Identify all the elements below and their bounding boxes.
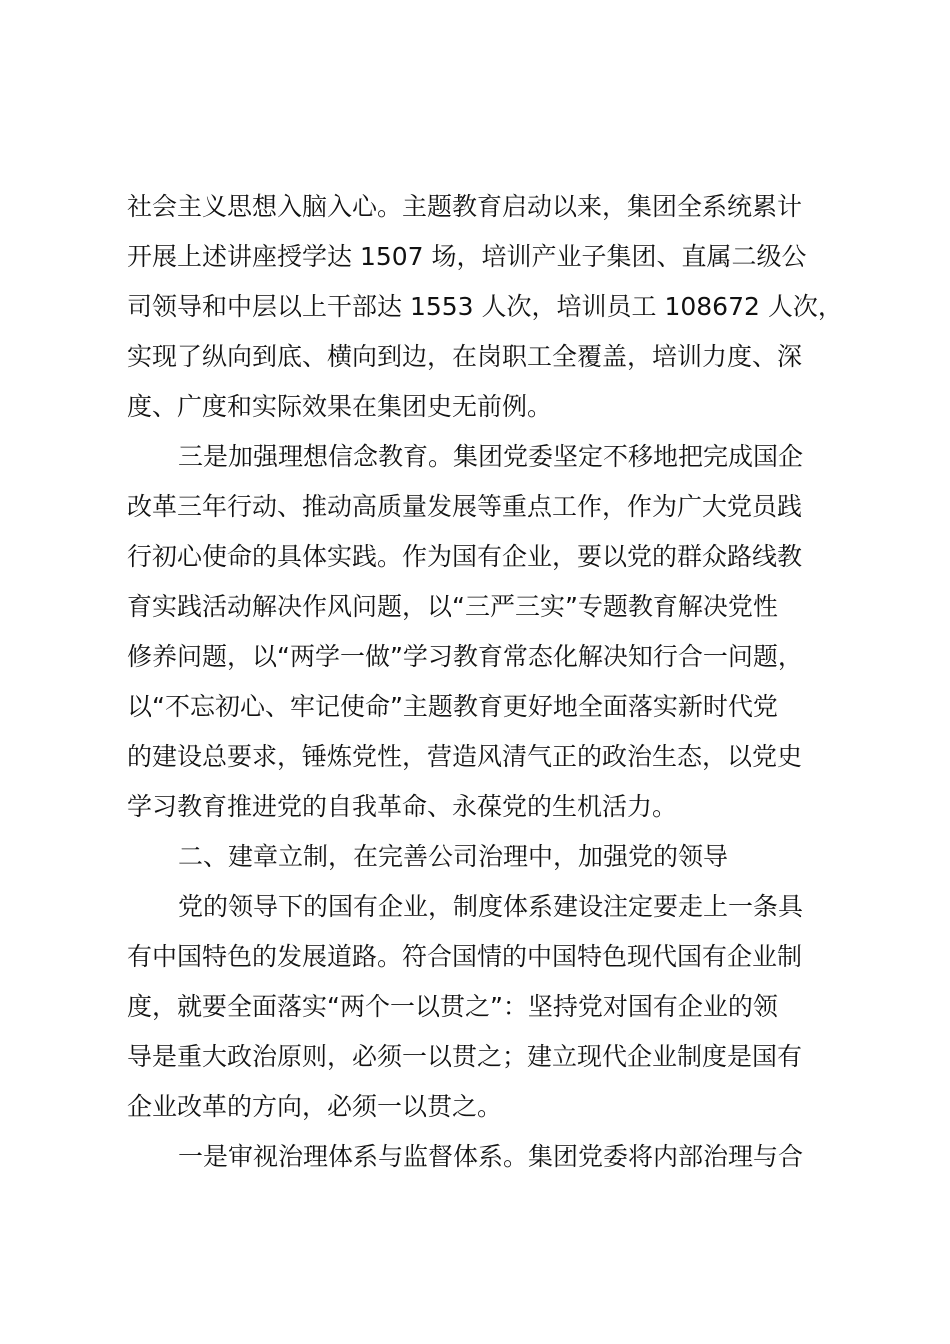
text-line: 司领导和中层以上干部达 1553 人次，培训员工 108672 人次， bbox=[127, 292, 843, 321]
text-line: 的建设总要求，锤炼党性，营造风清气正的政治生态，以党史 bbox=[127, 742, 803, 771]
text-line: 实现了纵向到底、横向到边，在岗职工全覆盖，培训力度、深 bbox=[127, 342, 803, 371]
paragraph-start-line: 三是加强理想信念教育。集团党委坚定不移地把完成国企 bbox=[178, 442, 804, 471]
text-line: 修养问题，以“两学一做”学习教育常态化解决知行合一问题， bbox=[127, 642, 803, 671]
text-line: 改革三年行动、推动高质量发展等重点工作，作为广大党员践 bbox=[127, 492, 803, 521]
text-line: 社会主义思想入脑入心。主题教育启动以来，集团全系统累计 bbox=[127, 192, 803, 221]
text-line: 以“不忘初心、牢记使命”主题教育更好地全面落实新时代党 bbox=[127, 692, 778, 721]
text-line: 企业改革的方向，必须一以贯之。 bbox=[127, 1092, 503, 1121]
text-line: 度、广度和实际效果在集团史无前例。 bbox=[127, 392, 553, 421]
text-line: 度，就要全面落实“两个一以贯之”：坚持党对国有企业的领 bbox=[127, 992, 778, 1021]
text-line: 学习教育推进党的自我革命、永葆党的生机活力。 bbox=[127, 792, 678, 821]
text-line: 开展上述讲座授学达 1507 场，培训产业子集团、直属二级公 bbox=[127, 242, 807, 271]
text-line: 育实践活动解决作风问题，以“三严三实”专题教育解决党性 bbox=[127, 592, 778, 621]
text-line: 导是重大政治原则，必须一以贯之；建立现代企业制度是国有 bbox=[127, 1042, 803, 1071]
section-heading: 二、建章立制，在完善公司治理中，加强党的领导 bbox=[178, 842, 729, 871]
paragraph-start-line: 一是审视治理体系与监督体系。集团党委将内部治理与合 bbox=[178, 1142, 804, 1171]
text-line: 行初心使命的具体实践。作为国有企业，要以党的群众路线教 bbox=[127, 542, 803, 571]
paragraph-start-line: 党的领导下的国有企业，制度体系建设注定要走上一条具 bbox=[178, 892, 804, 921]
text-line: 有中国特色的发展道路。符合国情的中国特色现代国有企业制 bbox=[127, 942, 803, 971]
